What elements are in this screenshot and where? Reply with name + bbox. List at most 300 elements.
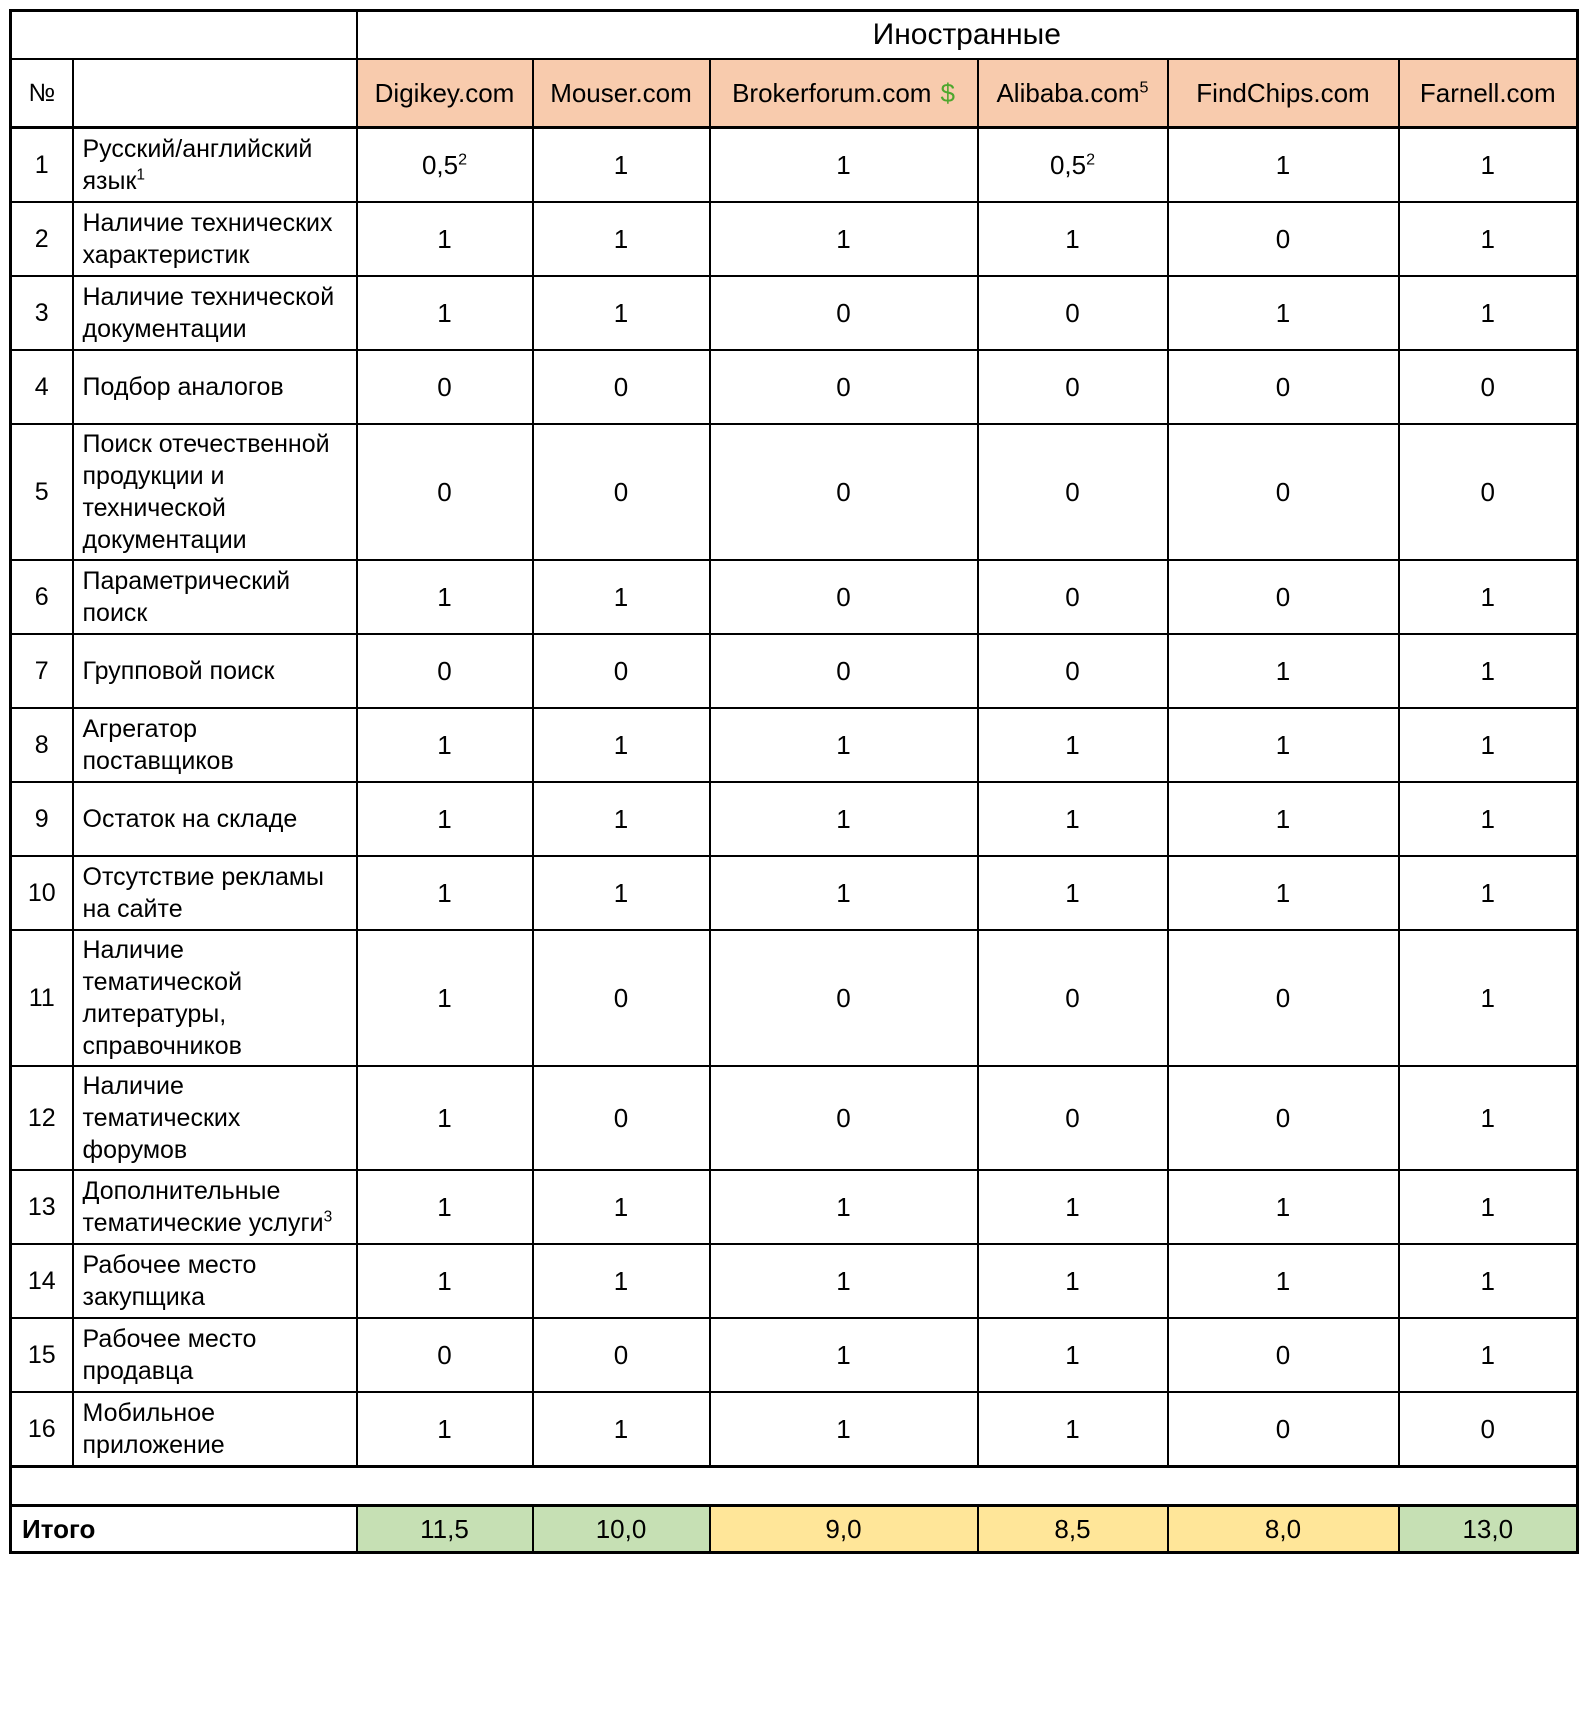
value-cell-findchips [1168, 350, 1399, 424]
table-row [11, 202, 1578, 276]
score-footnote: 2 [458, 149, 468, 168]
score-value: 1 [836, 1339, 851, 1370]
total-digikey: 11,5 [357, 1506, 533, 1553]
table-row [11, 424, 1578, 560]
column-header-mouser [533, 59, 710, 128]
value-cell-brokerforum [710, 202, 978, 276]
score-value: 1 [836, 877, 851, 908]
criterion-text: Русский/английский язык [82, 135, 313, 195]
column-header-farnell [1399, 59, 1578, 128]
criterion-cell [73, 424, 357, 560]
score-value: 1 [1480, 1339, 1496, 1370]
score-value: 1 [1480, 223, 1496, 254]
row-number: 15 [27, 1340, 56, 1369]
row-number: 8 [34, 730, 49, 759]
value-cell-findchips [1168, 1170, 1399, 1244]
value-cell-alibaba [978, 202, 1168, 276]
value-cell-findchips [1168, 276, 1399, 350]
row-number-cell [11, 708, 73, 782]
value-cell-findchips [1168, 634, 1399, 708]
value-cell-brokerforum [710, 128, 978, 203]
row-number-cell [11, 1392, 73, 1467]
score-value: 1 [613, 297, 629, 328]
value-cell-farnell [1399, 1318, 1578, 1392]
score-value: 0 [836, 982, 851, 1013]
value-cell-digikey [357, 350, 533, 424]
score-value: 0 [1275, 476, 1291, 507]
row-number: 1 [34, 150, 49, 179]
score-value: 0 [1065, 982, 1080, 1013]
score-value: 1 [1480, 149, 1496, 180]
value-cell-mouser [533, 930, 710, 1066]
row-number-cell [11, 350, 73, 424]
score-value: 1 [1275, 1265, 1291, 1296]
value-cell-mouser [533, 1318, 710, 1392]
value-cell-brokerforum [710, 424, 978, 560]
score-value: 0 [1065, 655, 1080, 686]
criterion-cell [73, 276, 357, 350]
value-cell-alibaba [978, 782, 1168, 856]
criterion-text: Наличие тематической литературы, справочников [82, 936, 243, 1060]
dollar-icon: $ [940, 77, 955, 108]
score-value: 1 [1065, 1413, 1080, 1444]
criterion-text: Наличие технической документации [82, 283, 335, 343]
score-value: 0 [836, 476, 851, 507]
score-value: 0 [1275, 371, 1291, 402]
value-cell-alibaba [978, 1066, 1168, 1170]
row-number: 14 [27, 1266, 56, 1295]
value-cell-mouser [533, 782, 710, 856]
score-value: 1 [437, 223, 452, 254]
criterion-cell [73, 634, 357, 708]
total-farnell: 13,0 [1399, 1506, 1578, 1553]
score-value: 0 [1065, 476, 1080, 507]
table-row [11, 634, 1578, 708]
group-header: Иностранные [357, 11, 1578, 60]
column-footnote: 5 [1139, 77, 1149, 96]
value-cell-digikey [357, 1244, 533, 1318]
score-value: 1 [1480, 877, 1496, 908]
criterion-text: Параметрический поиск [82, 567, 291, 627]
criterion-cell [73, 1066, 357, 1170]
table-row [11, 560, 1578, 634]
score-value: 0 [1065, 297, 1080, 328]
value-cell-brokerforum [710, 1170, 978, 1244]
value-cell-findchips [1168, 1392, 1399, 1467]
criterion-text: Наличие технических характеристик [82, 209, 333, 269]
criterion-cell [73, 128, 357, 203]
score-value: 1 [613, 1191, 629, 1222]
criteria-rows [11, 128, 1578, 1467]
value-cell-farnell [1399, 560, 1578, 634]
score-value: 0,5 [421, 149, 459, 180]
criterion-footnote: 1 [136, 166, 146, 184]
value-cell-farnell [1399, 782, 1578, 856]
row-number-cell [11, 1318, 73, 1392]
value-cell-farnell [1399, 634, 1578, 708]
value-cell-findchips [1168, 128, 1399, 203]
score-value: 1 [437, 1191, 452, 1222]
value-cell-mouser [533, 1066, 710, 1170]
column-label: Brokerforum.com [732, 77, 932, 108]
score-value: 0 [836, 581, 851, 612]
criterion-cell [73, 856, 357, 930]
score-value: 1 [1480, 1102, 1496, 1133]
table-row [11, 350, 1578, 424]
score-value: 1 [1065, 1339, 1080, 1370]
value-cell-findchips [1168, 560, 1399, 634]
score-value: 1 [437, 1102, 452, 1133]
row-number-cell [11, 782, 73, 856]
value-cell-mouser [533, 202, 710, 276]
score-value: 1 [1480, 1191, 1496, 1222]
score-value: 1 [613, 1265, 629, 1296]
value-cell-brokerforum [710, 1244, 978, 1318]
criterion-text: Групповой поиск [82, 657, 275, 685]
score-value: 1 [1275, 149, 1291, 180]
score-value: 1 [437, 1265, 452, 1296]
score-value: 1 [613, 729, 629, 760]
score-value: 1 [613, 803, 629, 834]
criterion-cell [73, 782, 357, 856]
row-number: 5 [34, 477, 49, 506]
row-number-cell [11, 560, 73, 634]
score-value: 0 [613, 1339, 629, 1370]
score-value: 1 [1480, 655, 1496, 686]
value-cell-findchips [1168, 708, 1399, 782]
score-value: 0 [1480, 371, 1496, 402]
row-number: 3 [34, 298, 49, 327]
value-cell-findchips [1168, 424, 1399, 560]
score-value: 0 [1065, 581, 1080, 612]
value-cell-farnell [1399, 1170, 1578, 1244]
score-value: 0 [613, 371, 629, 402]
value-cell-mouser [533, 1392, 710, 1467]
value-cell-alibaba [978, 350, 1168, 424]
row-number: 11 [28, 983, 55, 1012]
value-cell-farnell [1399, 708, 1578, 782]
score-value: 1 [836, 1265, 851, 1296]
value-cell-digikey [357, 708, 533, 782]
value-cell-mouser [533, 276, 710, 350]
value-cell-digikey [357, 128, 533, 203]
value-cell-alibaba [978, 424, 1168, 560]
spacer-row [11, 1467, 1578, 1506]
value-cell-farnell [1399, 202, 1578, 276]
criterion-cell [73, 202, 357, 276]
score-value: 1 [1480, 581, 1496, 612]
criterion-text: Рабочее место продавца [82, 1325, 257, 1385]
criterion-text: Наличие тематических форумов [82, 1072, 241, 1164]
row-number-cell [11, 930, 73, 1066]
total-findchips: 8,0 [1168, 1506, 1399, 1553]
criterion-cell [73, 560, 357, 634]
row-number: 2 [34, 224, 49, 253]
score-value: 1 [1065, 803, 1080, 834]
column-label: Alibaba.com [996, 77, 1140, 108]
column-header-brokerforum [710, 59, 978, 128]
score-value: 1 [437, 877, 452, 908]
criterion-footnote: 3 [323, 1208, 333, 1226]
score-value: 1 [1480, 982, 1496, 1013]
totals-label: Итого [11, 1506, 357, 1553]
score-value: 1 [1065, 729, 1080, 760]
score-value: 0 [613, 982, 629, 1013]
table-row [11, 856, 1578, 930]
value-cell-findchips [1168, 1318, 1399, 1392]
value-cell-mouser [533, 1244, 710, 1318]
criteria-column-header [73, 59, 357, 128]
table-row [11, 1170, 1578, 1244]
score-value: 0 [613, 1102, 629, 1133]
criterion-cell [73, 1170, 357, 1244]
score-value: 0 [1275, 223, 1291, 254]
row-number-cell [11, 634, 73, 708]
value-cell-alibaba [978, 276, 1168, 350]
score-value: 0 [613, 655, 629, 686]
value-cell-mouser [533, 350, 710, 424]
column-label: Mouser.com [550, 77, 692, 108]
criterion-cell [73, 1244, 357, 1318]
score-value: 1 [613, 149, 629, 180]
score-value: 0 [1275, 982, 1291, 1013]
value-cell-findchips [1168, 930, 1399, 1066]
comparison-table [9, 9, 1579, 1554]
row-number-cell [11, 202, 73, 276]
table-row [11, 1392, 1578, 1467]
value-cell-farnell [1399, 930, 1578, 1066]
score-value: 1 [613, 223, 629, 254]
score-value: 0 [437, 655, 452, 686]
score-value: 1 [613, 877, 629, 908]
score-value: 0 [1480, 476, 1496, 507]
value-cell-farnell [1399, 128, 1578, 203]
criterion-text: Подбор аналогов [82, 373, 284, 401]
row-number: 13 [27, 1192, 56, 1221]
value-cell-mouser [533, 634, 710, 708]
score-value: 1 [1065, 877, 1080, 908]
page [0, 9, 1585, 1554]
value-cell-digikey [357, 276, 533, 350]
score-value: 1 [836, 1191, 851, 1222]
value-cell-alibaba [978, 1392, 1168, 1467]
criterion-text: Остаток на складе [82, 805, 298, 833]
score-value: 1 [1275, 297, 1291, 328]
value-cell-alibaba [978, 1244, 1168, 1318]
column-header-row [11, 59, 1578, 128]
row-number: 9 [34, 804, 49, 833]
score-value: 1 [437, 581, 452, 612]
criterion-cell [73, 1318, 357, 1392]
criterion-cell [73, 708, 357, 782]
criterion-text: Мобильное приложение [82, 1399, 225, 1459]
value-cell-brokerforum [710, 1392, 978, 1467]
row-number-cell [11, 424, 73, 560]
table-row [11, 782, 1578, 856]
value-cell-findchips [1168, 1066, 1399, 1170]
spacer-cell [11, 1467, 1578, 1506]
score-value: 0 [1065, 371, 1080, 402]
row-number-cell [11, 276, 73, 350]
value-cell-findchips [1168, 1244, 1399, 1318]
value-cell-brokerforum [710, 350, 978, 424]
score-value: 0 [1275, 1102, 1291, 1133]
value-cell-digikey [357, 560, 533, 634]
criterion-text: Рабочее место закупщика [82, 1251, 257, 1311]
row-number: 16 [27, 1414, 56, 1443]
value-cell-mouser [533, 856, 710, 930]
score-value: 0 [836, 1102, 851, 1133]
score-value: 0 [1065, 1102, 1080, 1133]
totals-row [11, 1506, 1578, 1553]
score-value: 1 [1275, 1191, 1291, 1222]
score-value: 1 [613, 581, 629, 612]
score-value: 0 [1275, 581, 1291, 612]
row-number-cell [11, 1170, 73, 1244]
total-mouser: 10,0 [533, 1506, 710, 1553]
corner-blank-cell [11, 11, 357, 60]
value-cell-farnell [1399, 350, 1578, 424]
value-cell-digikey [357, 1066, 533, 1170]
score-value: 1 [437, 803, 452, 834]
value-cell-digikey [357, 1392, 533, 1467]
score-value: 1 [836, 1413, 851, 1444]
score-value: 1 [1480, 729, 1496, 760]
score-value: 0 [613, 476, 629, 507]
column-label: Farnell.com [1419, 77, 1556, 108]
value-cell-mouser [533, 560, 710, 634]
score-value: 1 [1275, 877, 1291, 908]
value-cell-brokerforum [710, 930, 978, 1066]
value-cell-brokerforum [710, 782, 978, 856]
column-header-alibaba [978, 59, 1168, 128]
score-value: 1 [836, 729, 851, 760]
score-value: 1 [437, 1413, 452, 1444]
criterion-cell [73, 350, 357, 424]
table-row [11, 128, 1578, 203]
table-row [11, 1318, 1578, 1392]
score-value: 1 [613, 1413, 629, 1444]
value-cell-alibaba [978, 128, 1168, 203]
value-cell-alibaba [978, 930, 1168, 1066]
value-cell-farnell [1399, 856, 1578, 930]
value-cell-alibaba [978, 634, 1168, 708]
value-cell-findchips [1168, 202, 1399, 276]
value-cell-brokerforum [710, 1066, 978, 1170]
column-header-digikey [357, 59, 533, 128]
score-value: 1 [836, 149, 851, 180]
table-row [11, 930, 1578, 1066]
value-cell-alibaba [978, 708, 1168, 782]
score-value: 1 [437, 729, 452, 760]
row-number: 10 [27, 878, 56, 907]
total-brokerforum: 9,0 [710, 1506, 978, 1553]
value-cell-mouser [533, 128, 710, 203]
value-cell-brokerforum [710, 708, 978, 782]
value-cell-digikey [357, 424, 533, 560]
value-cell-digikey [357, 1170, 533, 1244]
value-cell-digikey [357, 202, 533, 276]
score-value: 0 [437, 371, 452, 402]
score-footnote: 2 [1086, 149, 1096, 168]
score-value: 1 [836, 803, 851, 834]
value-cell-farnell [1399, 1066, 1578, 1170]
value-cell-farnell [1399, 1244, 1578, 1318]
score-value: 1 [1275, 803, 1291, 834]
score-value: 0 [836, 655, 851, 686]
score-value: 1 [1065, 223, 1080, 254]
group-header-row [11, 11, 1578, 60]
value-cell-alibaba [978, 560, 1168, 634]
score-value: 0 [1480, 1413, 1496, 1444]
value-cell-findchips [1168, 782, 1399, 856]
score-value: 1 [1065, 1191, 1080, 1222]
score-value: 0 [1275, 1339, 1291, 1370]
criterion-cell [73, 930, 357, 1066]
table-row [11, 708, 1578, 782]
row-number: 6 [34, 582, 49, 611]
score-value: 0 [836, 297, 851, 328]
criterion-text: Отсутствие рекламы на сайте [82, 863, 325, 923]
score-value: 1 [437, 297, 452, 328]
score-value: 0 [836, 371, 851, 402]
score-value: 1 [1480, 803, 1496, 834]
table-row [11, 1244, 1578, 1318]
value-cell-brokerforum [710, 560, 978, 634]
value-cell-digikey [357, 634, 533, 708]
score-value: 1 [1275, 729, 1291, 760]
value-cell-digikey [357, 1318, 533, 1392]
score-value: 0 [1275, 1413, 1291, 1444]
value-cell-findchips [1168, 856, 1399, 930]
row-number-cell [11, 1066, 73, 1170]
value-cell-alibaba [978, 1170, 1168, 1244]
score-value: 0 [437, 1339, 452, 1370]
table-row [11, 276, 1578, 350]
value-cell-brokerforum [710, 1318, 978, 1392]
criterion-text: Дополнительные тематические услуги [82, 1177, 324, 1237]
row-number: 12 [27, 1103, 56, 1132]
row-number-cell [11, 856, 73, 930]
criterion-text: Поиск отечественной продукции и технической документации [82, 430, 330, 554]
value-cell-mouser [533, 1170, 710, 1244]
value-cell-alibaba [978, 856, 1168, 930]
score-value: 1 [437, 982, 452, 1013]
score-value: 1 [1480, 1265, 1496, 1296]
value-cell-brokerforum [710, 634, 978, 708]
column-label: Digikey.com [374, 77, 515, 108]
score-value: 0 [437, 476, 452, 507]
row-number: 4 [34, 372, 49, 401]
score-value: 1 [1480, 297, 1496, 328]
table-row [11, 1066, 1578, 1170]
value-cell-digikey [357, 930, 533, 1066]
value-cell-farnell [1399, 276, 1578, 350]
column-label: FindChips.com [1196, 77, 1370, 108]
value-cell-brokerforum [710, 276, 978, 350]
value-cell-mouser [533, 708, 710, 782]
number-column-header: № [11, 59, 73, 128]
row-number: 7 [34, 656, 49, 685]
total-alibaba: 8,5 [978, 1506, 1168, 1553]
criterion-cell [73, 1392, 357, 1467]
criterion-text: Агрегатор поставщиков [82, 715, 234, 775]
value-cell-digikey [357, 782, 533, 856]
column-header-findchips [1168, 59, 1399, 128]
row-number-cell [11, 128, 73, 203]
score-value: 1 [836, 223, 851, 254]
row-number-cell [11, 1244, 73, 1318]
